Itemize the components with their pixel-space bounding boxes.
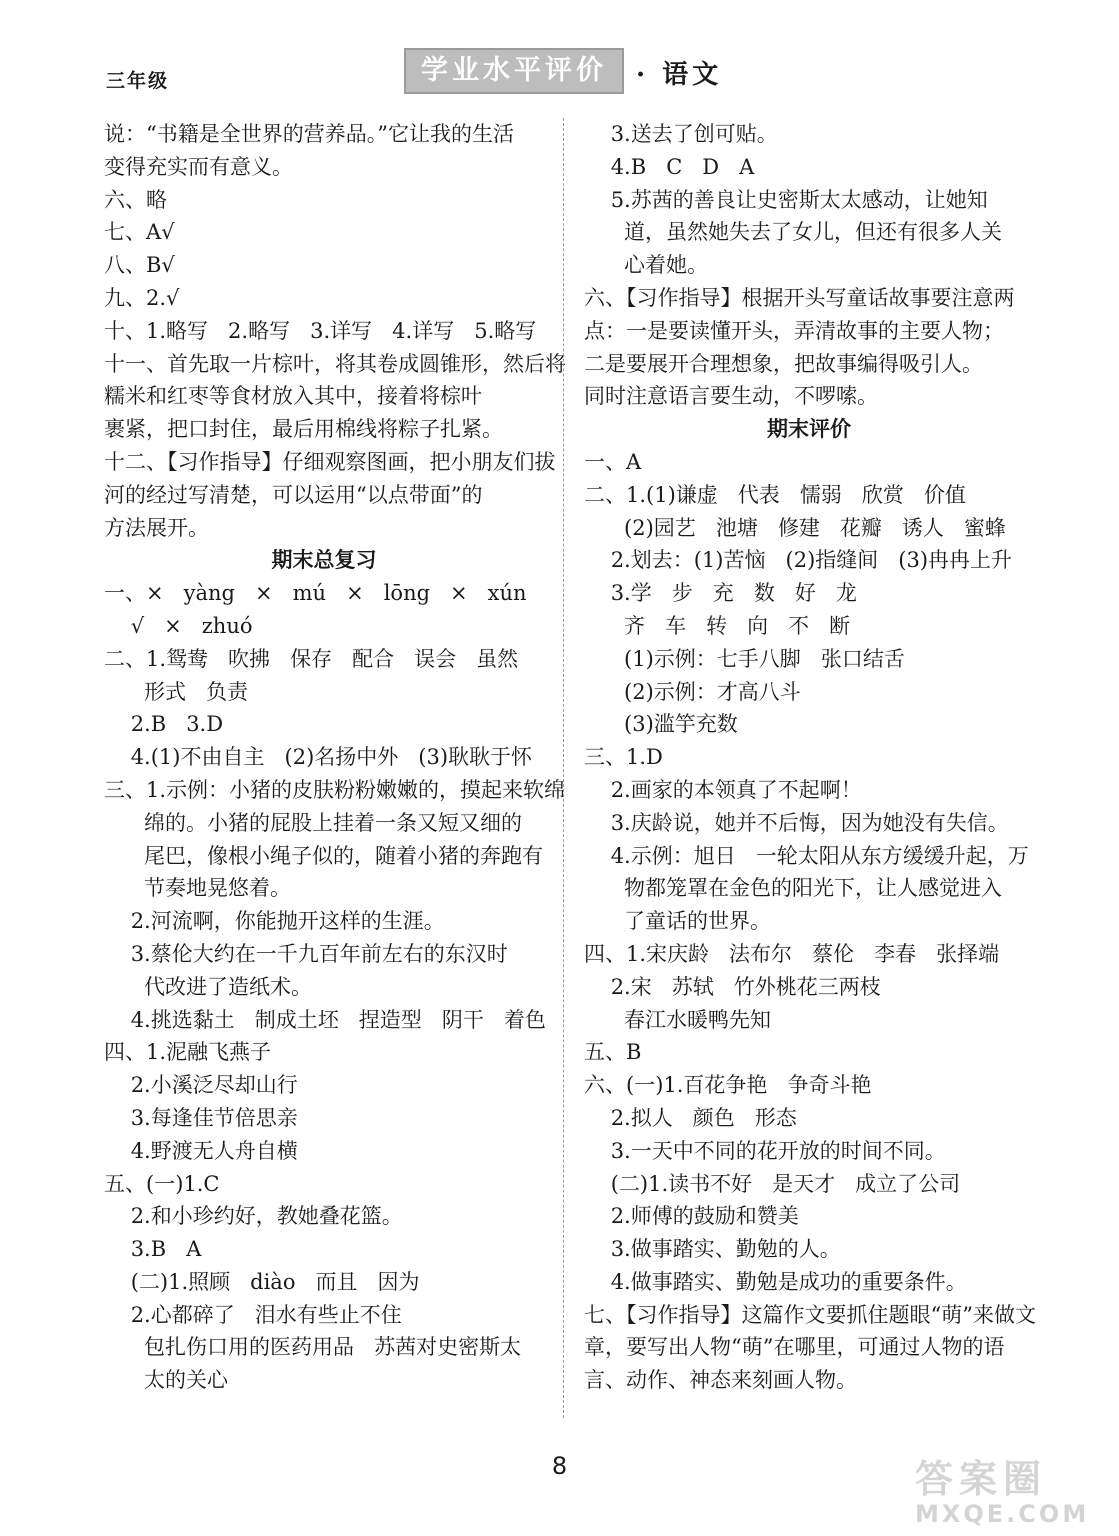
answer-line: (3)滥竽充数 bbox=[584, 712, 738, 737]
answer-line: 河的经过写清楚，可以运用“以点带面”的 bbox=[104, 482, 483, 507]
answer-line: 二、1.鸳鸯 吹拂 保存 配合 误会 虽然 bbox=[104, 646, 519, 671]
answer-line: 4.野渡无人舟自横 bbox=[104, 1138, 298, 1163]
answer-line: 十一、首先取一片棕叶，将其卷成圆锥形，然后将 bbox=[104, 351, 566, 376]
answer-line: 七、【习作指导】这篇作文要抓住题眼“萌”来做文 bbox=[584, 1302, 1036, 1327]
left-column bbox=[104, 118, 566, 1397]
answer-line: 2.B 3.D bbox=[104, 712, 224, 737]
answer-line: 2.河流啊，你能抛开这样的生涯。 bbox=[104, 909, 445, 934]
answer-line: 说：“书籍是全世界的营养品。”它让我的生活 bbox=[104, 122, 514, 146]
answer-line: 2.师傅的鼓励和赞美 bbox=[584, 1204, 799, 1229]
answer-line: 5.苏茜的善良让史密斯太太感动，让她知 bbox=[584, 187, 988, 212]
answer-line: 2.宋 苏轼 竹外桃花三两枝 bbox=[584, 974, 881, 999]
answer-line: 变得充实而有意义。 bbox=[104, 154, 293, 179]
answer-line: 道，虽然她失去了女儿，但还有很多人关 bbox=[584, 220, 1003, 245]
watermark-url: MXQE.COM bbox=[915, 1500, 1090, 1528]
answer-line: (二)1.读书不好 是天才 成立了公司 bbox=[584, 1171, 961, 1196]
answer-line: 物都笼罩在金色的阳光下，让人感觉进入 bbox=[584, 876, 1003, 901]
subject-label: · 语文 bbox=[636, 60, 723, 90]
answer-line: 2.划去：(1)苦恼 (2)指缝间 (3)冉冉上升 bbox=[584, 548, 1013, 573]
watermark-logo bbox=[915, 1458, 1105, 1532]
answer-line: 春江水暖鸭先知 bbox=[584, 1007, 772, 1032]
answer-line: 四、1.宋庆龄 法布尔 蔡伦 李春 张择端 bbox=[584, 941, 1000, 966]
answer-line: 了童话的世界。 bbox=[584, 909, 772, 934]
section-heading: 期末评价 bbox=[767, 416, 851, 442]
answer-line: (二)1.照顾 diào 而且 因为 bbox=[104, 1269, 420, 1294]
answer-line: 六、略 bbox=[104, 187, 167, 212]
answer-line: 心着她。 bbox=[584, 253, 709, 278]
answer-line: 八、B√ bbox=[104, 253, 175, 278]
answer-line: (1)示例：七手八脚 张口结舌 bbox=[584, 646, 905, 671]
page-number: 8 bbox=[551, 1452, 568, 1480]
page-header bbox=[0, 48, 1119, 108]
answer-line: 三、1.示例：小猪的皮肤粉粉嫩嫩的，摸起来软绵 bbox=[104, 777, 566, 802]
answer-line: 2.和小珍约好，教她叠花篮。 bbox=[104, 1204, 403, 1229]
answer-line: 六、【习作指导】根据开头写童话故事要注意两 bbox=[584, 285, 1015, 310]
answer-line: 十、1.略写 2.略写 3.详写 4.详写 5.略写 bbox=[104, 318, 537, 343]
answer-line: 十二、【习作指导】仔细观察图画，把小朋友们拔 bbox=[104, 449, 556, 474]
answer-line: 4.示例：旭日 一轮太阳从东方缓缓升起，万 bbox=[584, 843, 1029, 868]
answer-line: 3.每逢佳节倍思亲 bbox=[104, 1105, 298, 1130]
series-title-banner: 学业水平评价 bbox=[404, 48, 624, 94]
answer-line: 2.小溪泛尽却山行 bbox=[104, 1073, 298, 1098]
answer-line: (2)园艺 池塘 修建 花瓣 诱人 蜜蜂 bbox=[584, 515, 1006, 540]
answer-line: 代改进了造纸术。 bbox=[104, 974, 313, 999]
answer-line: 尾巴，像根小绳子似的，随着小猪的奔跑有 bbox=[104, 843, 544, 868]
answer-line: 3.庆龄说，她并不后悔，因为她没有失信。 bbox=[584, 810, 1009, 835]
right-column bbox=[584, 118, 1034, 1397]
answer-line: 2.拟人 颜色 形态 bbox=[584, 1105, 797, 1130]
answer-line: 2.画家的本领真了不起啊！ bbox=[584, 777, 862, 802]
answer-line: 二是要展开合理想象，把故事编得吸引人。 bbox=[584, 351, 983, 376]
answer-line: 2.心都碎了 泪水有些止不住 bbox=[104, 1302, 402, 1327]
answer-line: 言、动作、神态来刻画人物。 bbox=[584, 1368, 857, 1393]
answer-line: 同时注意语言要生动，不啰嗦。 bbox=[584, 384, 878, 409]
answer-line: 3.送去了创可贴。 bbox=[584, 122, 778, 146]
answer-line: 节奏地晃悠着。 bbox=[104, 876, 292, 901]
answer-line: 裹紧，把口封住，最后用棉线将粽子扎紧。 bbox=[104, 417, 503, 442]
answer-line: 七、A√ bbox=[104, 220, 175, 245]
answer-line: 3.蔡伦大约在一千九百年前左右的东汉时 bbox=[104, 941, 508, 966]
answer-line: √ × zhuó bbox=[104, 613, 253, 638]
answer-line: 3.一天中不同的花开放的时间不同。 bbox=[584, 1138, 946, 1163]
column-divider bbox=[563, 118, 564, 1418]
answer-line: 糯米和红枣等食材放入其中，接着将棕叶 bbox=[104, 384, 482, 409]
watermark-text: 答案圈 bbox=[915, 1457, 1048, 1501]
answer-line: 一、A bbox=[584, 449, 642, 474]
answer-line: 方法展开。 bbox=[104, 515, 209, 540]
answer-line: 二、1.(1)谦虚 代表 懦弱 欣赏 价值 bbox=[584, 482, 966, 507]
answer-line: 五、(一)1.C bbox=[104, 1171, 220, 1196]
answer-line: 绵的。小猪的屁股上挂着一条又短又细的 bbox=[104, 810, 523, 835]
answer-line: 六、(一)1.百花争艳 争奇斗艳 bbox=[584, 1073, 872, 1098]
answer-line: 4.挑选黏土 制成土坯 捏造型 阴干 着色 bbox=[104, 1007, 546, 1032]
answer-line: 点：一是要读懂开头，弄清故事的主要人物； bbox=[584, 318, 1004, 343]
answer-line: 一、× yàng × mú × lōng × xún bbox=[104, 581, 527, 606]
answer-line: 3.做事踏实、勤勉的人。 bbox=[584, 1237, 841, 1262]
answer-line: 包扎伤口用的医药用品 苏茜对史密斯太 bbox=[104, 1335, 522, 1360]
section-heading: 期末总复习 bbox=[271, 547, 377, 573]
answer-line: 4.做事踏实、勤勉是成功的重要条件。 bbox=[584, 1269, 967, 1294]
answer-line: 形式 负责 bbox=[104, 679, 249, 704]
answer-line: 四、1.泥融飞燕子 bbox=[104, 1040, 272, 1065]
answer-line: 3.B A bbox=[104, 1237, 202, 1262]
answer-line: 九、2.√ bbox=[104, 285, 180, 310]
answer-line: 五、B bbox=[584, 1040, 642, 1065]
answer-line: 章，要写出人物“萌”在哪里，可通过人物的语 bbox=[584, 1335, 1005, 1360]
answer-line: 4.(1)不由自主 (2)名扬中外 (3)耿耿于怀 bbox=[104, 745, 533, 770]
answer-line: 4.B C D A bbox=[584, 154, 755, 179]
answer-line: 3.学 步 充 数 好 龙 bbox=[584, 581, 857, 606]
grade-label: 三年级 bbox=[106, 70, 170, 92]
answer-line: (2)示例：才高八斗 bbox=[584, 679, 801, 704]
answer-line: 齐 车 转 向 不 断 bbox=[584, 613, 851, 638]
answer-line: 三、1.D bbox=[584, 745, 663, 770]
answer-line: 太的关心 bbox=[104, 1368, 229, 1393]
